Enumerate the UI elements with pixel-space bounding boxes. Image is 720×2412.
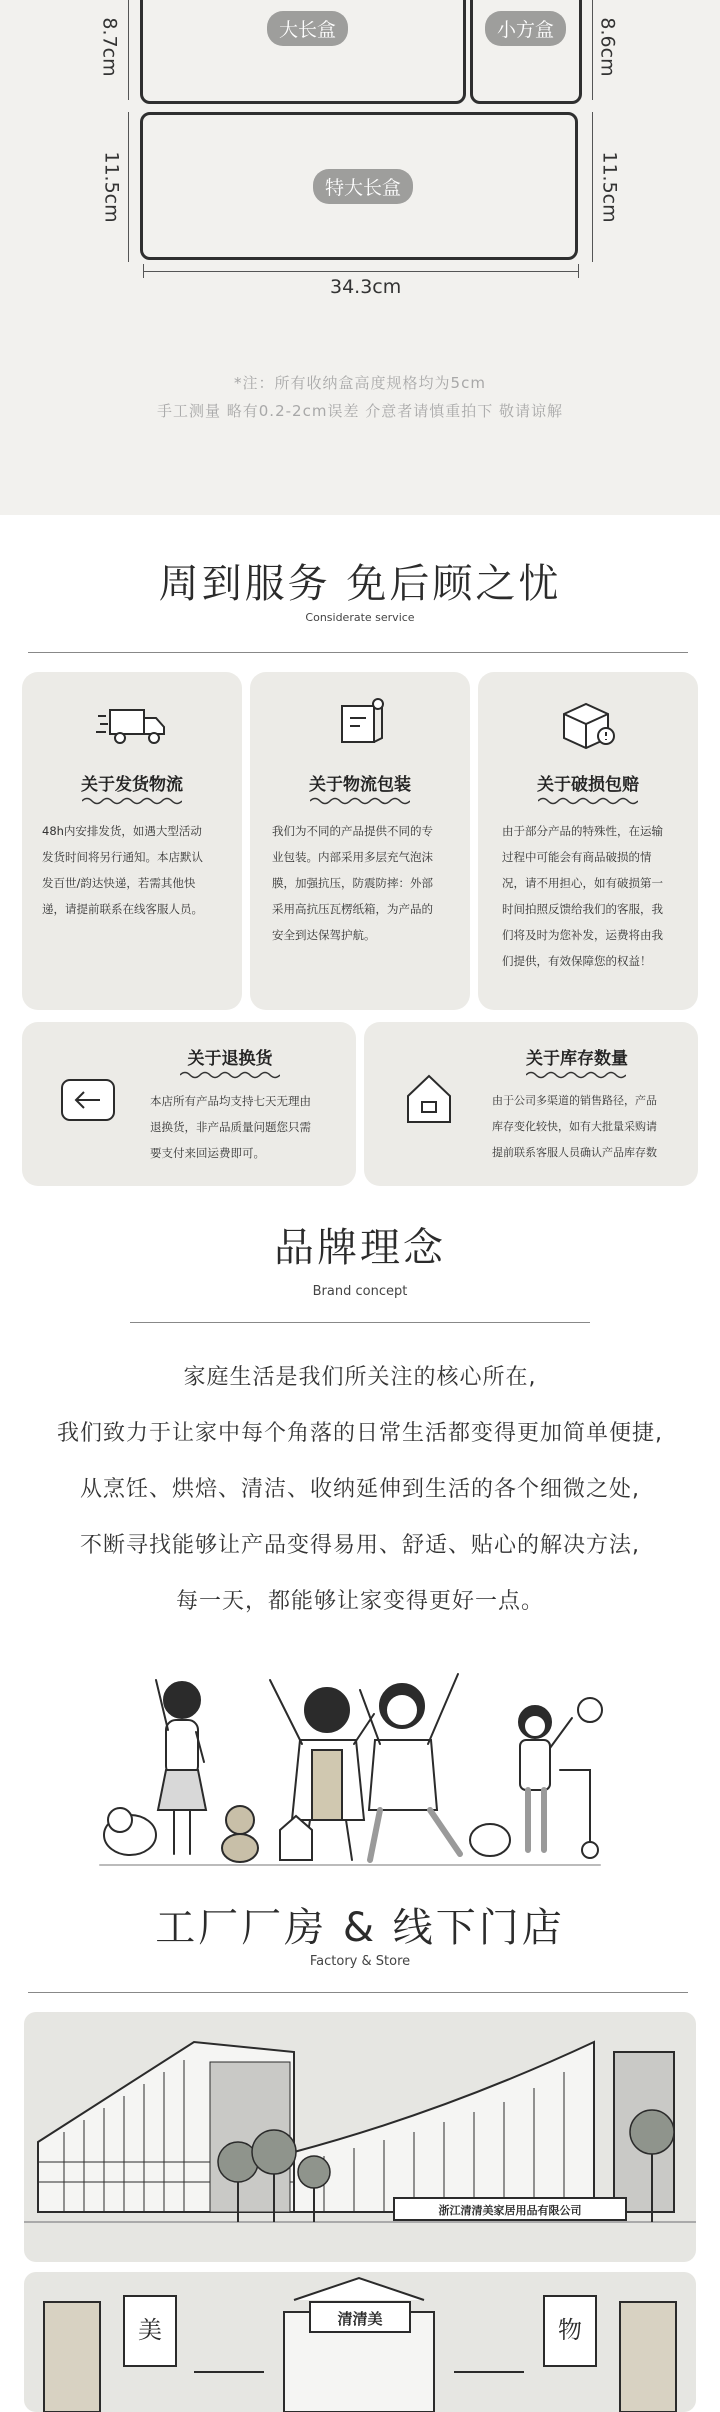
extra-long-box-label: 特大长盒 (313, 169, 413, 204)
card-line: 递，请提前联系在线客服人员。 (42, 902, 203, 916)
card-line: 退换货，非产品质量问题您只需 (150, 1120, 311, 1134)
card-line: 由于部分产品的特殊性，在运输 (502, 824, 663, 838)
brand-title: 品牌理念 (274, 1225, 446, 1271)
card-line: 业包装。内部采用多层充气泡沫 (272, 850, 433, 864)
card-packaging-title: 关于物流包装 (309, 775, 411, 795)
card-shipping (22, 672, 242, 1010)
wave-divider (310, 796, 410, 806)
card-line: 安全到达保驾护航。 (272, 928, 376, 942)
brand-divider (130, 1322, 590, 1323)
poster-right: 物 (558, 2316, 582, 2344)
factory-building-drawing (24, 2012, 696, 2262)
card-line: 们将及时为您补发，运费将由我 (502, 928, 663, 942)
company-sign: 浙江清清美家居用品有限公司 (438, 2204, 582, 2217)
card-line: 发百世/韵达快递，若需其他快 (42, 876, 196, 890)
error-note: 手工测量 略有0.2-2cm误差 介意者请慎重拍下 敬请谅解 (157, 402, 563, 420)
factory-illustration (24, 2012, 696, 2262)
small-square-box-label: 小方盒 (485, 11, 566, 46)
card-stock-title: 关于库存数量 (526, 1049, 628, 1069)
right-top-dim-line (592, 0, 593, 100)
service-subtitle: Considerate service (305, 611, 415, 624)
return-arrow-icon (60, 1078, 116, 1122)
brand-line: 家庭生活是我们所关注的核心所在, (183, 1365, 537, 1390)
card-line: 库存变化较快，如有大批量采购请 (492, 1120, 657, 1133)
left-bottom-dim-line (128, 112, 129, 262)
card-line: 膜，加强抗压，防震防摔：外部 (272, 876, 433, 890)
width-dim-line (143, 271, 579, 272)
small-square-box (470, 0, 582, 104)
package-icon (332, 696, 388, 752)
card-line: 们提供，有效保障您的权益！ (502, 954, 652, 968)
card-line: 我们为不同的产品提供不同的专 (272, 824, 433, 838)
right-bottom-dim: 11.5cm (598, 151, 621, 223)
width-dim-tick-left (143, 264, 144, 278)
card-shipping-title: 关于发货物流 (81, 775, 183, 795)
card-line: 发货时间将另行通知。本店默认 (42, 850, 203, 864)
card-line: 由于公司多渠道的销售路径，产品 (492, 1094, 657, 1107)
damaged-box-icon (558, 696, 618, 752)
service-divider (28, 652, 688, 653)
wave-divider (526, 1070, 626, 1080)
left-top-dim: 8.7cm (98, 17, 121, 77)
big-long-box (140, 0, 466, 104)
left-bottom-dim: 11.5cm (100, 151, 123, 223)
card-returns (22, 1022, 356, 1186)
width-dim: 34.3cm (330, 276, 402, 298)
card-damage (478, 672, 698, 1010)
brand-line: 从烹饪、烘焙、清洁、收纳延伸到生活的各个细微之处, (80, 1477, 640, 1502)
service-title: 周到服务 免后顾之忧 (158, 561, 562, 607)
right-bottom-dim-line (592, 112, 593, 262)
delivery-truck-icon (96, 696, 168, 752)
card-stock-body (492, 1088, 692, 1166)
wave-divider (538, 796, 638, 806)
width-dim-tick-right (578, 264, 579, 278)
card-line: 提前联系客服人员确认产品库存数 (492, 1146, 657, 1159)
right-top-dim: 8.6cm (596, 17, 619, 77)
wave-divider (180, 1070, 280, 1080)
store-drawing (24, 2272, 696, 2412)
card-line: 本店所有产品均支持七天无理由 (150, 1094, 311, 1108)
family-illustration (90, 1640, 630, 1880)
card-line: 要支付来回运费即可。 (150, 1146, 265, 1160)
card-returns-title: 关于退换货 (187, 1049, 273, 1069)
brand-line: 不断寻找能够让产品变得易用、舒适、贴心的解决方法, (80, 1533, 640, 1558)
card-line: 48h内安排发货，如遇大型活动 (42, 824, 202, 838)
house-icon (404, 1072, 454, 1126)
factory-divider (28, 1992, 688, 1993)
card-line: 过程中可能会有商品破损的情 (502, 850, 652, 864)
big-long-box-label: 大长盒 (267, 11, 348, 46)
poster-left: 美 (138, 2316, 162, 2344)
card-damage-title: 关于破损包赔 (537, 775, 639, 795)
brand-line: 我们致力于让家中每个角落的日常生活都变得更加简单便捷, (57, 1421, 663, 1446)
size-diagram-section (0, 0, 720, 515)
card-line: 采用高抗压瓦楞纸箱，为产品的 (272, 902, 433, 916)
card-packaging (250, 672, 470, 1010)
left-top-dim-line (128, 0, 129, 100)
brand-subtitle: Brand concept (312, 1284, 408, 1299)
card-packaging-body (272, 818, 456, 948)
brand-line: 每一天，都能够让家变得更好一点。 (175, 1589, 544, 1614)
height-note: *注：所有收纳盒高度规格均为5cm (234, 374, 486, 392)
card-shipping-body (42, 818, 226, 922)
card-damage-body (502, 818, 686, 974)
store-sign: 清清美 (337, 2310, 383, 2328)
factory-title: 工厂厂房 & 线下门店 (155, 1905, 565, 1951)
extra-long-box (140, 112, 578, 260)
wave-divider (82, 796, 182, 806)
factory-subtitle: Factory & Store (309, 1954, 411, 1969)
card-line: 况，请不用担心，如有破损第一 (502, 876, 663, 890)
card-stock (364, 1022, 698, 1186)
card-line: 时间拍照反馈给我们的客服，我 (502, 902, 663, 916)
card-returns-body (150, 1088, 346, 1166)
store-illustration (24, 2272, 696, 2412)
